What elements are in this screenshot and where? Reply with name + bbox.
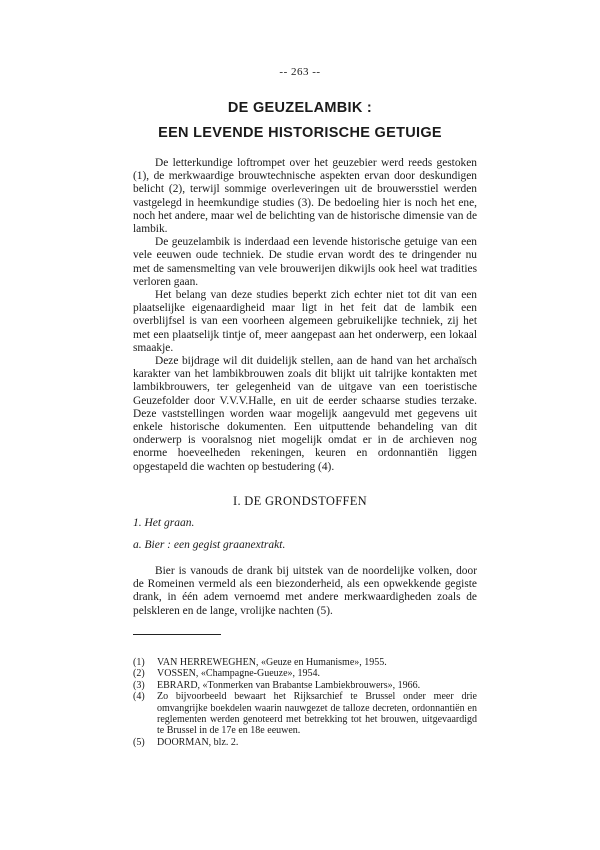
- subheading-het-graan: 1. Het graan.: [133, 517, 195, 529]
- footnote-text: VOSSEN, «Champagne-Gueuze», 1954.: [157, 668, 321, 680]
- footnote-number: (4): [133, 691, 145, 703]
- intro-text: [133, 157, 477, 474]
- page-number: -- 263 --: [279, 66, 321, 78]
- footnote-number: (3): [133, 679, 145, 691]
- paragraph-5: Bier is vanouds de drank bij uitstek van de noordelijke volken, door de Romeinen vermeld als een biezonderheid, als een opwekkende gegiste drank, in één adem vernoemd met andere merkwaardigheden zoals de pelskleren en de lange, vrolijke nachten (5).: [133, 565, 477, 617]
- footnote-text: DOORMAN, blz. 2.: [157, 736, 239, 748]
- title-line-1: DE GEUZELAMBIK :: [227, 100, 373, 116]
- footnote-divider: [133, 634, 221, 635]
- paragraph-1: De letterkundige loftrompet over het geuzebier werd reeds gestoken (1), de merkwaardige brouwtechnische aspekten ervan door deskundigen belicht (2), terwijl sommige overleveringen uit de brouwersstiel werden vastgelegd in heemkundige studies (3). De bedoeling hier is noch het ene, noch het andere, maar wel de belichting van de historische dimensie van de lambik.: [133, 157, 477, 236]
- footnote: [133, 657, 477, 668]
- footnotes: [133, 657, 477, 748]
- section-text: [133, 565, 477, 618]
- footnote-text: VAN HERREWEGHEN, «Geuze en Humanisme», 1955.: [157, 657, 387, 668]
- footnote: [133, 737, 477, 748]
- section-heading: I. DE GRONDSTOFFEN: [232, 494, 367, 508]
- footnote-text: EBRARD, «Tonmerken van Brabantse Lambiekbrouwers», 1966.: [157, 679, 421, 691]
- paragraph-3: Het belang van deze studies beperkt zich echter niet tot dit van een plaatselijke eigenaardigheid maar ligt in het feit dat de lambik een overblijfsel is van een voorheen algemeen gebruikelijke techniek, zij het met een plaatselijk tintje of, meer aangepast aan het onderwerp, een lokaal smaakje.: [133, 289, 477, 354]
- footnote: [133, 668, 477, 679]
- footnote-text: Zo bijvoorbeeld bewaart het Rijksarchief te Brussel onder meer drie omvangrijke boekdelen waarin nauwgezet de talloze decreten, ordonnantiën en reglementen werden genoteerd met betrekking tot het brouwen, uitgevaardigd te Brussel in de 17e en 18e eeuwen.: [157, 691, 477, 737]
- paragraph-2: De geuzelambik is inderdaad een levende historische getuige van een vele eeuwen oude techniek. De studie ervan wordt des te dringender nu met de samensmelting van vele brouwerijen dikwijls ook heel wat tradities verloren gaan.: [133, 236, 477, 288]
- footnote-number: (1): [133, 657, 145, 668]
- footnote: [133, 691, 477, 737]
- paragraph-4: Deze bijdrage wil dit duidelijk stellen, aan de hand van het archaïsch karakter van het lambikbrouwen zoals dit blijkt uit talrijke kontakten met lambikbrouwers, ter gelegenheid van de uitgave van een toeristische Geuzefolder door V.V.V.Halle, en uit de eerder schaarse studies terzake. Deze vaststellingen worden waar mogelijk aangevuld met gegevens uit enkele historische dokumenten. Een uitputtende behandeling van dit onderwerp is vooralsnog niet mogelijk omdat er in de archieven nog enorme hoeveelheden rekeningen, keuren en ordonnantiën liggen opgestapeld die wachten op bestudering (4).: [133, 355, 477, 473]
- subheading-bier: a. Bier : een gegist graanextrakt.: [133, 539, 286, 551]
- footnote-number: (2): [133, 668, 145, 680]
- footnote-number: (5): [133, 736, 145, 748]
- title-line-2: EEN LEVENDE HISTORISCHE GETUIGE: [158, 125, 442, 141]
- footnote: [133, 680, 477, 691]
